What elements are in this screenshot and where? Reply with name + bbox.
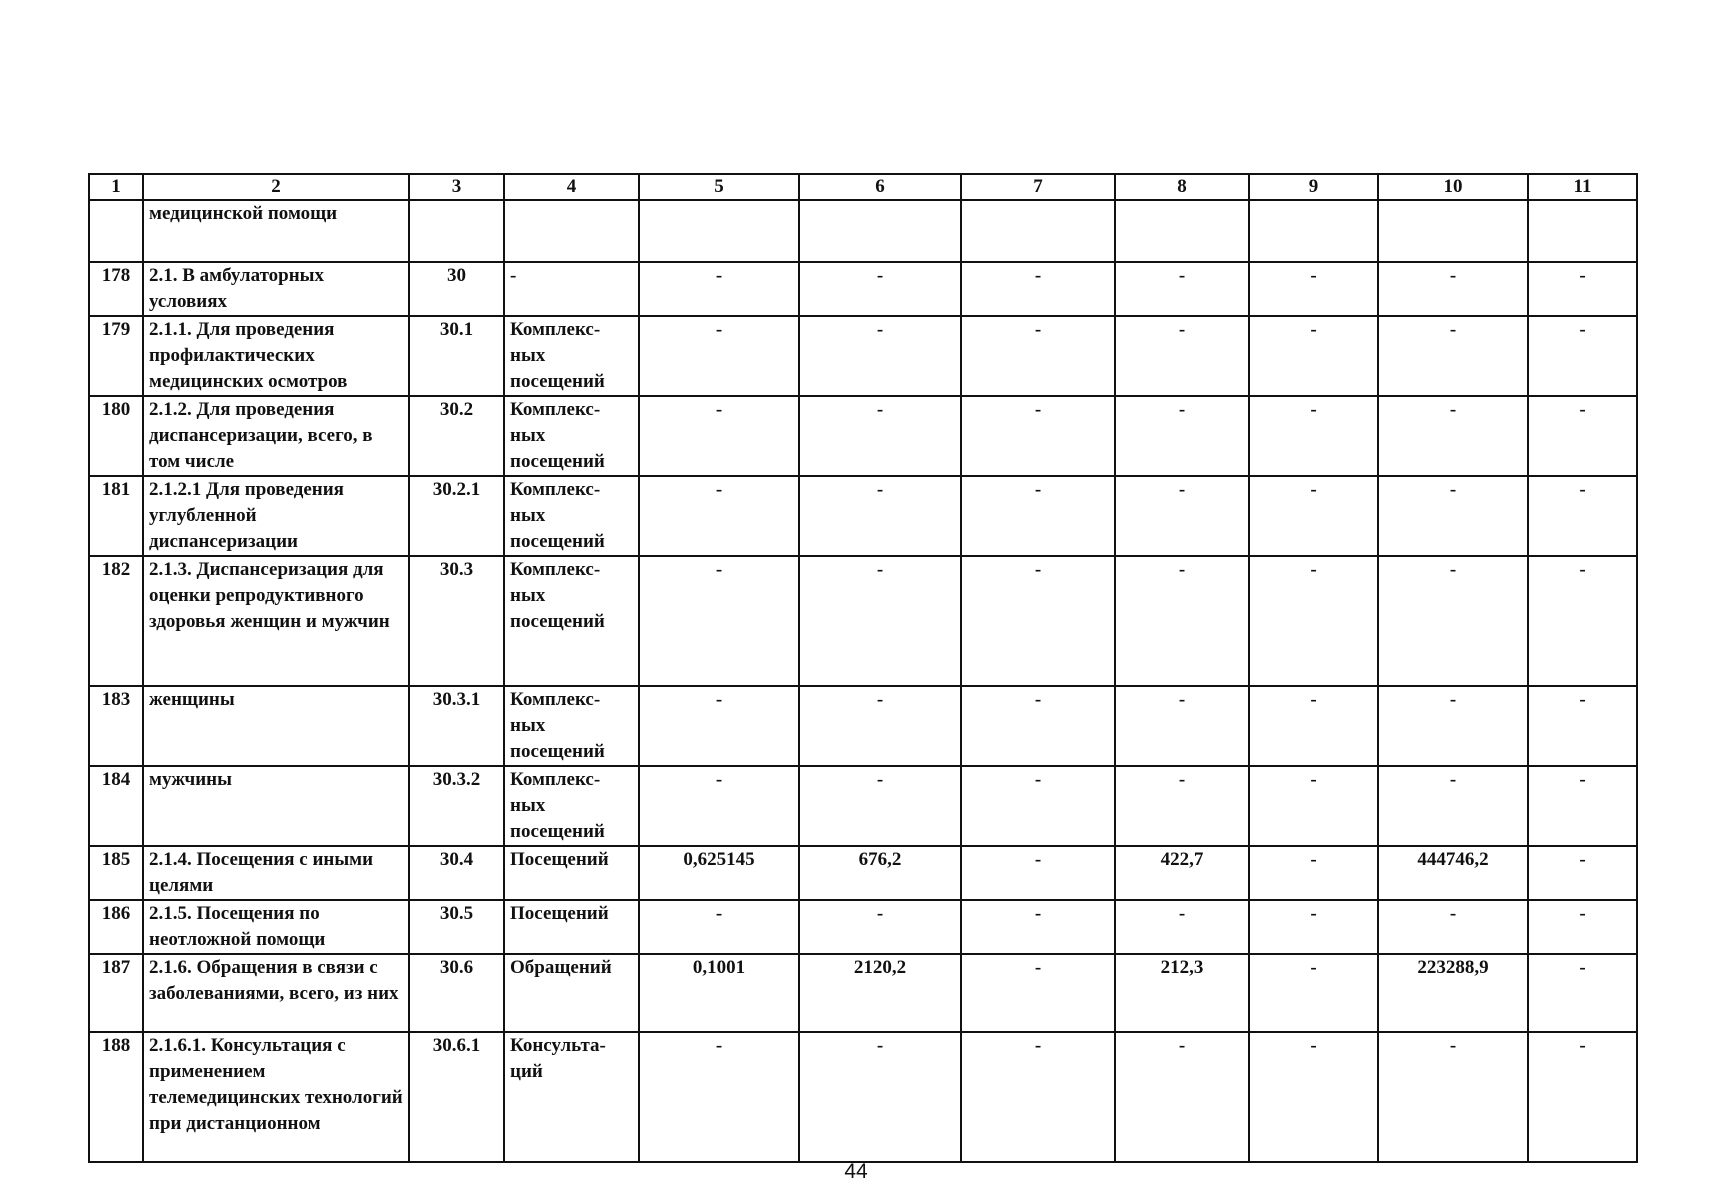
value-cell: -: [1249, 766, 1378, 846]
value-cell: [1528, 200, 1637, 262]
value-cell: -: [1378, 766, 1528, 846]
table-row: [89, 556, 1637, 686]
indicator-name-cell: 2.1.3. Диспансеризация для оценки репродуктивного здоровья женщин и мужчин: [143, 556, 409, 686]
value-cell: [799, 200, 961, 262]
table-row: [89, 900, 1637, 954]
unit-cell: Комплекс-ных посещений: [504, 476, 639, 556]
header-row: [89, 174, 1637, 200]
indicator-name-cell: 2.1.2. Для проведения диспансеризации, всего, в том числе: [143, 396, 409, 476]
row-number-cell: 184: [89, 766, 143, 846]
header-cell: 2: [143, 174, 409, 200]
row-code-cell: 30.2.1: [409, 476, 504, 556]
value-cell: -: [961, 766, 1115, 846]
indicator-name-cell: мужчины: [143, 766, 409, 846]
value-cell: -: [639, 556, 799, 686]
indicator-name-cell: 2.1.5. Посещения по неотложной помощи: [143, 900, 409, 954]
value-cell: 0,1001: [639, 954, 799, 1032]
indicator-name-cell: 2.1.6. Обращения в связи с заболеваниями, всего, из них: [143, 954, 409, 1032]
value-cell: 676,2: [799, 846, 961, 900]
value-cell: [639, 200, 799, 262]
value-cell: -: [961, 476, 1115, 556]
value-cell: -: [639, 900, 799, 954]
unit-cell: -: [504, 262, 639, 316]
value-cell: -: [1378, 556, 1528, 686]
table-row: [89, 1032, 1637, 1162]
value-cell: -: [1378, 262, 1528, 316]
value-cell: -: [961, 316, 1115, 396]
header-cell: 4: [504, 174, 639, 200]
row-number-cell: 183: [89, 686, 143, 766]
indicator-name-cell: женщины: [143, 686, 409, 766]
row-number-cell: 185: [89, 846, 143, 900]
unit-cell: Посещений: [504, 900, 639, 954]
value-cell: -: [799, 396, 961, 476]
value-cell: -: [1528, 316, 1637, 396]
value-cell: -: [1528, 766, 1637, 846]
value-cell: -: [639, 1032, 799, 1162]
value-cell: -: [1249, 316, 1378, 396]
value-cell: -: [799, 476, 961, 556]
indicator-name-cell: медицинской помощи: [143, 200, 409, 262]
row-code-cell: 30.1: [409, 316, 504, 396]
value-cell: -: [1528, 556, 1637, 686]
value-cell: -: [639, 476, 799, 556]
value-cell: -: [1528, 900, 1637, 954]
value-cell: -: [1249, 954, 1378, 1032]
value-cell: -: [1528, 954, 1637, 1032]
row-code-cell: 30.3.2: [409, 766, 504, 846]
value-cell: 444746,2: [1378, 846, 1528, 900]
value-cell: -: [1115, 766, 1249, 846]
table-row: [89, 954, 1637, 1032]
value-cell: -: [1115, 476, 1249, 556]
header-cell: 7: [961, 174, 1115, 200]
header-cell: 6: [799, 174, 961, 200]
header-cell: 9: [1249, 174, 1378, 200]
value-cell: -: [961, 846, 1115, 900]
row-code-cell: 30.2: [409, 396, 504, 476]
row-number-cell: 181: [89, 476, 143, 556]
table-row: [89, 316, 1637, 396]
value-cell: -: [1249, 396, 1378, 476]
unit-cell: [504, 200, 639, 262]
value-cell: -: [799, 900, 961, 954]
table-row: [89, 396, 1637, 476]
value-cell: [1115, 200, 1249, 262]
header-cell: 1: [89, 174, 143, 200]
value-cell: -: [1249, 686, 1378, 766]
value-cell: -: [1115, 262, 1249, 316]
value-cell: -: [1378, 476, 1528, 556]
value-cell: -: [1115, 1032, 1249, 1162]
value-cell: -: [1115, 686, 1249, 766]
row-number-cell: 180: [89, 396, 143, 476]
page-number: 44: [844, 1160, 868, 1183]
row-code-cell: 30.3: [409, 556, 504, 686]
value-cell: -: [961, 556, 1115, 686]
value-cell: -: [1249, 262, 1378, 316]
row-code-cell: [409, 200, 504, 262]
table-body: [89, 174, 1637, 1162]
value-cell: -: [1528, 396, 1637, 476]
header-cell: 11: [1528, 174, 1637, 200]
indicator-name-cell: 2.1.6.1. Консультация с применением телемедицинских технологий при дистанционном: [143, 1032, 409, 1162]
row-number-cell: 188: [89, 1032, 143, 1162]
indicator-name-cell: 2.1. В амбулаторных условиях: [143, 262, 409, 316]
value-cell: -: [1115, 556, 1249, 686]
value-cell: -: [1378, 1032, 1528, 1162]
row-code-cell: 30.3.1: [409, 686, 504, 766]
unit-cell: Посещений: [504, 846, 639, 900]
value-cell: -: [799, 1032, 961, 1162]
value-cell: -: [1249, 556, 1378, 686]
unit-cell: Комплекс-ных посещений: [504, 766, 639, 846]
header-cell: 8: [1115, 174, 1249, 200]
value-cell: -: [1249, 1032, 1378, 1162]
value-cell: -: [961, 1032, 1115, 1162]
table-row: [89, 766, 1637, 846]
header-cell: 3: [409, 174, 504, 200]
row-number-cell: [89, 200, 143, 262]
value-cell: -: [799, 262, 961, 316]
value-cell: -: [1378, 900, 1528, 954]
value-cell: -: [1528, 1032, 1637, 1162]
value-cell: -: [1378, 316, 1528, 396]
value-cell: -: [639, 316, 799, 396]
value-cell: -: [1249, 900, 1378, 954]
indicator-name-cell: 2.1.2.1 Для проведения углубленной диспансеризации: [143, 476, 409, 556]
value-cell: 2120,2: [799, 954, 961, 1032]
value-cell: -: [799, 766, 961, 846]
value-cell: -: [1249, 476, 1378, 556]
value-cell: -: [1528, 476, 1637, 556]
value-cell: -: [961, 262, 1115, 316]
value-cell: -: [639, 686, 799, 766]
value-cell: -: [1528, 846, 1637, 900]
value-cell: 0,625145: [639, 846, 799, 900]
table-row: [89, 846, 1637, 900]
row-code-cell: 30.6.1: [409, 1032, 504, 1162]
value-cell: -: [1115, 316, 1249, 396]
value-cell: -: [639, 396, 799, 476]
value-cell: -: [961, 954, 1115, 1032]
row-code-cell: 30.5: [409, 900, 504, 954]
indicator-name-cell: 2.1.1. Для проведения профилактических медицинских осмотров: [143, 316, 409, 396]
unit-cell: Комплекс-ных посещений: [504, 396, 639, 476]
value-cell: -: [1115, 396, 1249, 476]
unit-cell: Обращений: [504, 954, 639, 1032]
row-number-cell: 187: [89, 954, 143, 1032]
value-cell: -: [1528, 686, 1637, 766]
value-cell: -: [639, 262, 799, 316]
value-cell: 422,7: [1115, 846, 1249, 900]
header-cell: 5: [639, 174, 799, 200]
value-cell: -: [1115, 900, 1249, 954]
unit-cell: Комплекс-ных посещений: [504, 316, 639, 396]
value-cell: -: [961, 900, 1115, 954]
value-cell: -: [1378, 396, 1528, 476]
indicator-name-cell: 2.1.4. Посещения с иными целями: [143, 846, 409, 900]
table-row: [89, 476, 1637, 556]
value-cell: -: [961, 686, 1115, 766]
unit-cell: Комплекс-ных посещений: [504, 686, 639, 766]
value-cell: -: [799, 316, 961, 396]
value-cell: 212,3: [1115, 954, 1249, 1032]
table-row: [89, 200, 1637, 262]
value-cell: -: [961, 396, 1115, 476]
value-cell: 223288,9: [1378, 954, 1528, 1032]
value-cell: [961, 200, 1115, 262]
value-cell: -: [1528, 262, 1637, 316]
row-code-cell: 30: [409, 262, 504, 316]
table-row: [89, 686, 1637, 766]
table-row: [89, 262, 1637, 316]
value-cell: [1378, 200, 1528, 262]
unit-cell: Комплекс-ных посещений: [504, 556, 639, 686]
value-cell: [1249, 200, 1378, 262]
row-code-cell: 30.4: [409, 846, 504, 900]
row-number-cell: 178: [89, 262, 143, 316]
header-cell: 10: [1378, 174, 1528, 200]
row-number-cell: 179: [89, 316, 143, 396]
row-number-cell: 182: [89, 556, 143, 686]
value-cell: -: [1378, 686, 1528, 766]
value-cell: -: [799, 556, 961, 686]
row-number-cell: 186: [89, 900, 143, 954]
value-cell: -: [799, 686, 961, 766]
value-cell: -: [1249, 846, 1378, 900]
value-cell: -: [639, 766, 799, 846]
data-table: [88, 173, 1638, 1163]
unit-cell: Консульта-ций: [504, 1032, 639, 1162]
row-code-cell: 30.6: [409, 954, 504, 1032]
